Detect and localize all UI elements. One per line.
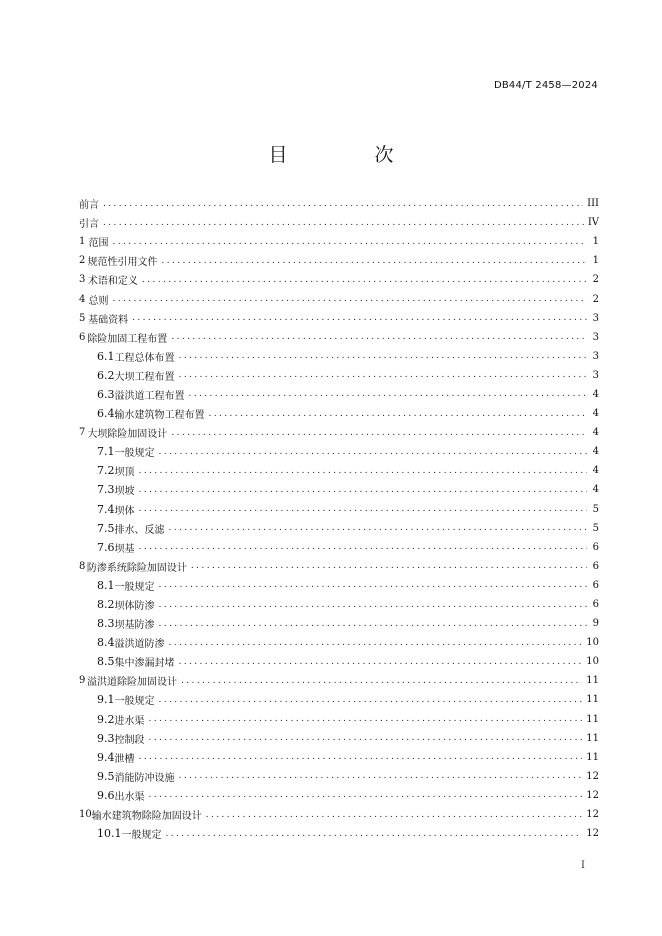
toc-entry[interactable] [79,767,599,786]
toc-leader-dots [179,655,583,669]
toc-entry-label: 总则 [88,295,109,307]
toc-entry[interactable] [79,595,599,614]
page-number: I [581,860,585,871]
toc-entry[interactable] [79,232,599,251]
toc-leader-dots [162,254,587,268]
toc-leader-dots [189,387,588,401]
toc-entry[interactable] [79,729,599,748]
toc-entry-label: 一般规定 [121,830,162,842]
toc-entry-page: 12 [586,809,599,821]
toc-entry-number: 8.4 [97,636,115,650]
toc-entry-label: 消能防冲设施 [114,772,175,784]
toc-entry-page: 11 [586,751,599,763]
toc-entry-number: 6.3 [97,387,115,401]
toc-entry-number: 6.1 [97,349,115,363]
toc-entry-label: 大坝工程布置 [114,371,175,383]
toc-leader-dots [171,330,587,344]
toc-entry-page: 2 [592,274,599,286]
toc-entry-number: 8.5 [97,655,115,669]
toc-entry-page: IV [587,217,599,229]
toc-entry[interactable] [79,519,599,538]
toc-leader-dots [139,502,588,516]
toc-entry-number: 6.2 [97,368,115,382]
toc-entry[interactable] [79,671,599,690]
toc-entry[interactable] [79,614,599,633]
toc-entry-number: 8 [79,560,86,572]
toc-entry-page: 5 [592,503,599,515]
toc-leader-dots [159,578,588,592]
toc-entry-label: 进水渠 [114,715,145,727]
toc-entry[interactable] [79,690,599,709]
toc-entry-number: 9.2 [97,712,115,726]
toc-leader-dots [179,769,583,783]
toc-entry-page: 6 [592,560,599,572]
toc-entry-page: III [587,198,599,210]
toc-entry[interactable] [79,576,599,595]
toc-entry-label: 大坝除险加固设计 [87,429,168,441]
toc-entry-page: 6 [592,599,599,611]
toc-leader-dots [149,788,583,802]
toc-entry-number: 7.5 [97,521,115,535]
toc-entry-label: 坝顶 [114,467,135,479]
toc-entry-page: 4 [592,427,599,439]
toc-entry[interactable] [79,805,599,824]
toc-entry-page: 2 [592,293,599,305]
toc-entry-page: 11 [586,694,599,706]
toc-entry[interactable] [79,328,599,347]
toc-entry-label: 排水、反滤 [114,524,165,536]
toc-entry-number: 4 [79,293,86,305]
toc-entry-number: 9.5 [97,769,115,783]
toc-entry[interactable] [79,270,599,289]
toc-entry-number: 6.4 [97,407,115,421]
toc-leader-dots [159,445,588,459]
toc-leader-dots [103,216,584,230]
toc-leader-dots [169,636,583,650]
toc-entry-number: 7.3 [97,483,115,497]
toc-entry-label: 除险加固工程布置 [87,333,168,345]
toc-entry-label: 坝体 [114,505,135,517]
toc-entry-number: 2 [79,255,86,267]
toc-entry-number: 8.2 [97,598,115,612]
toc-entry-label: 引言 [79,219,99,231]
toc-entry[interactable] [79,289,599,308]
toc-leader-dots [159,617,588,631]
toc-leader-dots [139,540,588,554]
toc-entry-number: 9.4 [97,750,115,764]
toc-entry-page: 1 [592,255,599,267]
toc-entry[interactable] [79,480,599,499]
toc-entry-label: 工程总体布置 [114,352,175,364]
toc-entry[interactable] [79,366,599,385]
toc-entry-number: 8.3 [97,617,115,631]
toc-leader-dots [166,827,583,841]
toc-entry-page: 11 [586,675,599,687]
toc-entry-label: 一般规定 [114,581,155,593]
toc-entry-label: 溢洪道防渗 [114,639,165,651]
toc-leader-dots [139,464,588,478]
toc-leader-dots [206,808,583,822]
page-title: 目 次 [268,144,428,166]
toc-entry-number: 9 [79,675,86,687]
toc-entry[interactable] [79,710,599,729]
toc-entry-number: 10 [79,809,92,821]
toc-entry-label: 坝坡 [114,486,135,498]
toc-entry-page: 10 [586,637,599,649]
toc-entry[interactable] [79,347,599,366]
toc-entry-number: 7 [79,427,86,439]
toc-entry-number: 7.4 [97,502,115,516]
toc-entry[interactable] [79,194,599,213]
toc-entry[interactable] [79,500,599,519]
toc-leader-dots [179,368,588,382]
toc-entry-page: 12 [586,770,599,782]
toc-entry-page: 5 [592,522,599,534]
toc-entry-label: 规范性引用文件 [87,257,158,269]
toc-entry-label: 范围 [88,238,109,250]
toc-entry-page: 9 [592,618,599,630]
toc-leader-dots [132,311,587,325]
toc-entry-page: 4 [592,446,599,458]
toc-leader-dots [169,521,588,535]
toc-entry-page: 6 [592,579,599,591]
toc-entry-label: 防渗系统除险加固设计 [86,562,187,574]
toc-entry-number: 7.1 [97,445,115,459]
toc-leader-dots [191,559,587,573]
toc-entry-page: 4 [592,408,599,420]
toc-entry-number: 8.1 [97,578,115,592]
toc-entry-label: 坝体防渗 [114,601,155,613]
toc-entry-page: 4 [592,388,599,400]
toc-entry[interactable] [79,423,599,442]
toc-leader-dots [171,426,587,440]
toc-leader-dots [181,674,582,688]
toc-entry-label: 溢洪道除险加固设计 [87,677,178,689]
toc-entry[interactable] [79,404,599,423]
toc-entry-page: 11 [586,732,599,744]
toc-leader-dots [139,483,588,497]
toc-entry-label: 坝基 [114,543,135,555]
toc-entry-page: 4 [592,465,599,477]
toc-entry-label: 术语和定义 [87,276,138,288]
toc-leader-dots [179,349,588,363]
toc-entry-page: 11 [586,713,599,725]
toc-entry-page: 10 [586,656,599,668]
toc-entry[interactable] [79,633,599,652]
toc-leader-dots [142,273,587,287]
toc-leader-dots [209,407,588,421]
toc-leader-dots [159,598,588,612]
toc-entry-page: 3 [592,369,599,381]
toc-entry-label: 基础资料 [88,314,129,326]
toc-entry-number: 6 [79,331,86,343]
toc-entry-number: 9.3 [97,731,115,745]
toc-entry-number: 7.2 [97,464,115,478]
toc-leader-dots [139,750,583,764]
toc-entry-page: 4 [592,484,599,496]
toc-entry-label: 溢洪道工程布置 [114,390,185,402]
toc-entry-page: 3 [592,350,599,362]
toc-entry[interactable] [79,538,599,557]
toc-entry-page: 1 [592,236,599,248]
toc-leader-dots [159,693,583,707]
toc-entry-number: 5 [79,312,86,324]
toc-entry[interactable] [79,442,599,461]
toc-leader-dots [113,235,588,249]
toc-entry[interactable] [79,557,599,576]
toc-entry[interactable] [79,385,599,404]
toc-entry[interactable] [79,251,599,270]
toc-entry-page: 12 [586,789,599,801]
toc-leader-dots [149,731,583,745]
toc-entry[interactable] [79,309,599,328]
toc-entry[interactable] [79,786,599,805]
toc-entry-number: 7.6 [97,540,115,554]
toc-entry-page: 3 [592,331,599,343]
toc-entry-label: 坝基防渗 [114,620,155,632]
toc-entry-page: 3 [592,312,599,324]
toc-entry[interactable] [79,213,599,232]
toc-entry-label: 输水建筑物除险加固设计 [91,811,202,823]
toc-entry-label: 集中渗漏封堵 [114,658,175,670]
toc-entry-number: 10.1 [97,827,122,841]
toc-entry-label: 输水建筑物工程布置 [114,410,205,422]
toc-entry-label: 前言 [79,200,99,212]
toc-leader-dots [149,712,583,726]
toc-entry[interactable] [79,824,599,843]
toc-entry-number: 1 [79,236,86,248]
toc-entry[interactable] [79,461,599,480]
toc-entry-label: 控制段 [114,734,145,746]
toc-entry-number: 3 [79,274,86,286]
toc-entry-number: 9.6 [97,788,115,802]
toc-leader-dots [113,292,588,306]
toc-entry-label: 一般规定 [114,448,155,460]
table-of-contents [79,194,599,843]
toc-entry-page: 6 [592,541,599,553]
toc-entry-label: 泄槽 [114,753,135,765]
toc-entry[interactable] [79,748,599,767]
toc-entry-number: 9.1 [97,693,115,707]
toc-leader-dots [103,197,583,211]
toc-entry-label: 出水渠 [114,791,145,803]
toc-entry-page: 12 [586,828,599,840]
document-code: DB44/T 2458—2024 [493,80,598,91]
toc-entry-label: 一般规定 [114,696,155,708]
toc-entry[interactable] [79,652,599,671]
